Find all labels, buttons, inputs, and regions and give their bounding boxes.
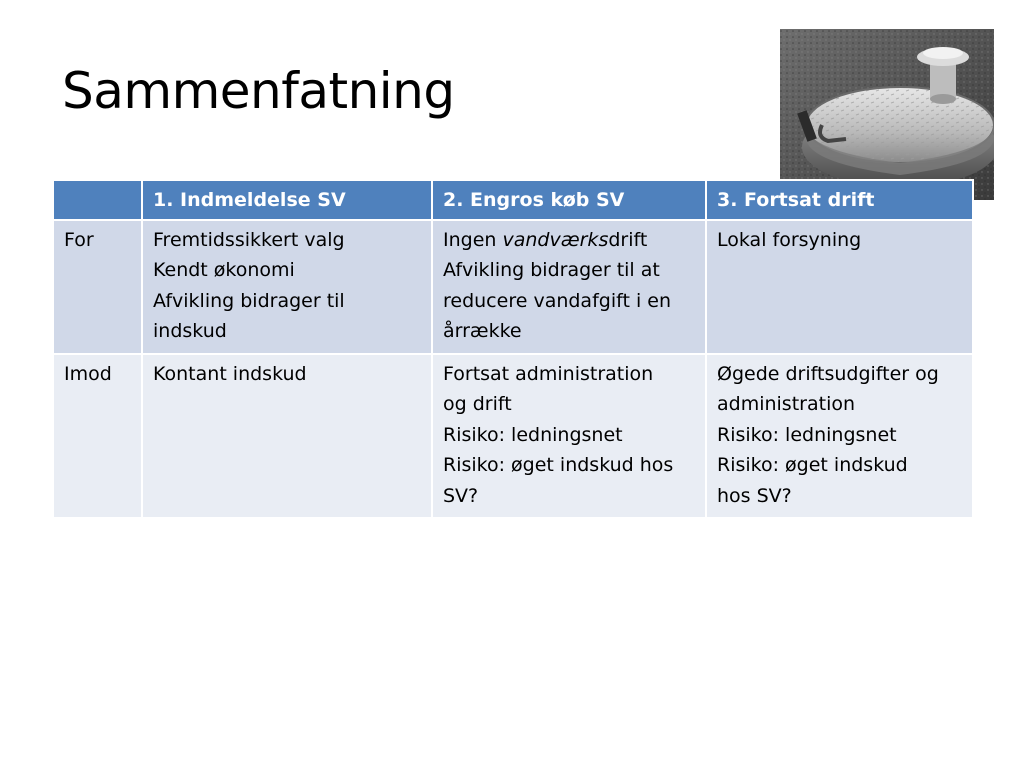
cell-line: hos SV? [717,484,792,507]
cell-imod-option-2 [432,354,706,519]
table-header-row [53,180,973,220]
header-option-2: 2. Engros køb SV [432,180,706,220]
header-option-3: 3. Fortsat drift [706,180,973,220]
cell-line: Kendt økonomi [153,259,295,281]
cell-for-option-3 [706,220,973,354]
cell-line: SV? [443,484,479,507]
cell-line: Kontant indskud [153,362,307,385]
cell-line: Risiko: ledningsnet [717,423,897,446]
row-label-imod: Imod [53,354,142,519]
row-label-for: For [53,220,142,354]
text-suffix: drift [608,228,648,251]
cell-line: Risiko: øget indskud hos [443,454,674,476]
table-row-imod [53,354,973,519]
cell-line: Øgede driftsudgifter og [717,362,939,385]
cell-imod-option-3 [706,354,973,519]
cell-line: Fortsat administration [443,362,654,385]
cell-line: Risiko: øget indskud [717,454,908,476]
cell-line: administration [717,393,856,415]
cell-line-mixed [443,225,695,256]
text-emphasis: vandværks [502,228,609,251]
cell-line: Fremtidssikkert valg [153,228,345,251]
cell-line: Lokal forsyning [717,228,862,251]
manhole-cover-photo [780,29,994,200]
header-option-1: 1. Indmeldelse SV [142,180,432,220]
cell-for-option-2 [432,220,706,354]
header-cell-empty [53,180,142,220]
cell-imod-option-1 [142,354,432,519]
table-row-for [53,220,973,354]
cell-line: og drift [443,393,512,415]
text-prefix: Ingen [443,228,503,251]
cell-line: Risiko: ledningsnet [443,423,623,446]
cell-line: Afvikling bidrager til at [443,259,660,281]
slide-title: Sammenfatning [62,62,455,120]
summary-table [52,179,974,519]
cell-for-option-1 [142,220,432,354]
cell-line: Afvikling bidrager til [153,289,345,312]
cell-line: reducere vandafgift i en [443,289,671,312]
cell-line: årrække [443,320,522,342]
cell-line: indskud [153,320,227,342]
